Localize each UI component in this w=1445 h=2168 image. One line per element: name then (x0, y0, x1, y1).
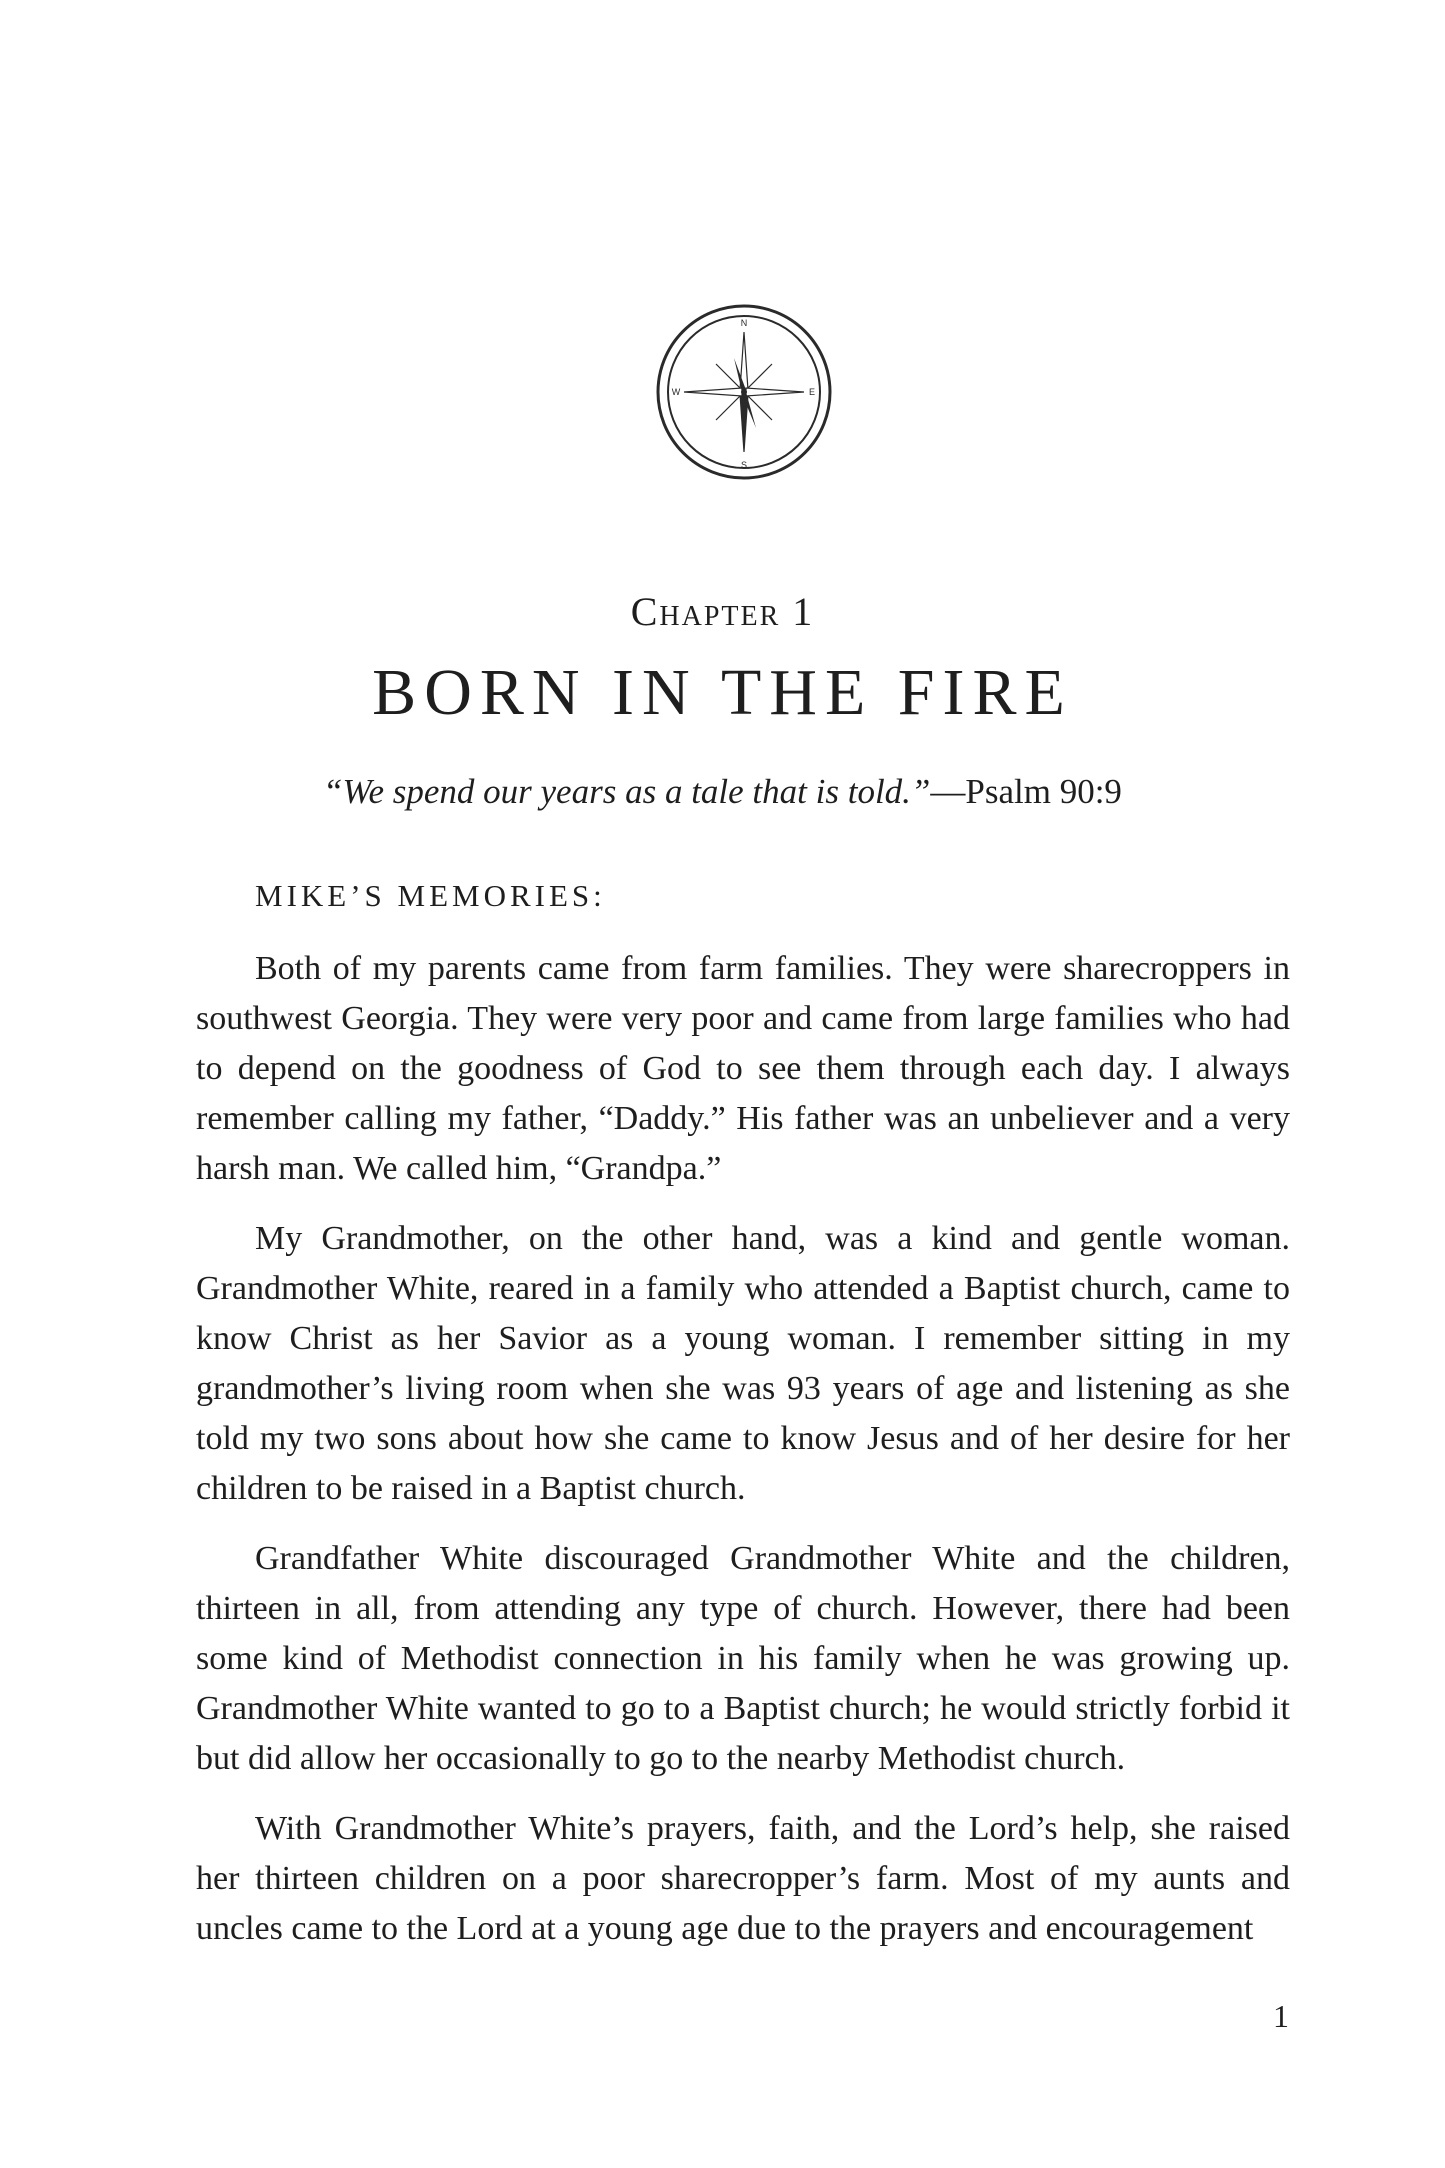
paragraph: Grandfather White discouraged Grandmother White and the children, thirteen in all, from attending any type of church. However, there had been some kind of Methodist connection in his family when he was growing up. Grandmother White wanted to go to a Baptist church; he would strictly forbid it but did allow her occasionally to go to the nearby Methodist church. (196, 1540, 1290, 1777)
chapter-label: Chapter 1 (630, 589, 815, 634)
compass-north-label: N (740, 318, 748, 328)
epigraph-quote: “We spend our years as a tale that is told.” (323, 772, 931, 811)
page-number: 1 (1273, 1998, 1289, 2034)
paragraph: With Grandmother White’s prayers, faith, and the Lord’s help, she raised her thirteen children on a poor sharecropper’s farm. Most of my aunts and uncles came to the Lord at a young age due to the prayers and encouragement (196, 1810, 1290, 1947)
compass-east-label: E (808, 387, 816, 397)
body-text (196, 944, 1290, 1974)
compass-south-label: S (740, 460, 748, 470)
compass-rose-icon (654, 302, 834, 482)
compass-west-label: W (671, 387, 681, 397)
section-heading: MIKE’S MEMORIES: (255, 878, 606, 913)
paragraph: Both of my parents came from farm families. They were sharecroppers in southwest Georgia. They were very poor and came from large families who had to depend on the goodness of God to see them through each day. I always remember calling my father, “Daddy.” His father was an unbeliever and a very harsh man. We called him, “Grandpa.” (196, 950, 1290, 1187)
chapter-title: BORN IN THE FIRE (372, 656, 1073, 729)
epigraph-source: —Psalm 90:9 (930, 772, 1122, 811)
epigraph (0, 772, 1445, 812)
paragraph: My Grandmother, on the other hand, was a kind and gentle woman. Grandmother White, reared in a family who attended a Baptist church, came to know Christ as her Savior as a young woman. I remember sitting in my grandmother’s living room when she was 93 years of age and listening as she told my two sons about how she came to know Jesus and of her desire for her children to be raised in a Baptist church. (196, 1220, 1290, 1507)
